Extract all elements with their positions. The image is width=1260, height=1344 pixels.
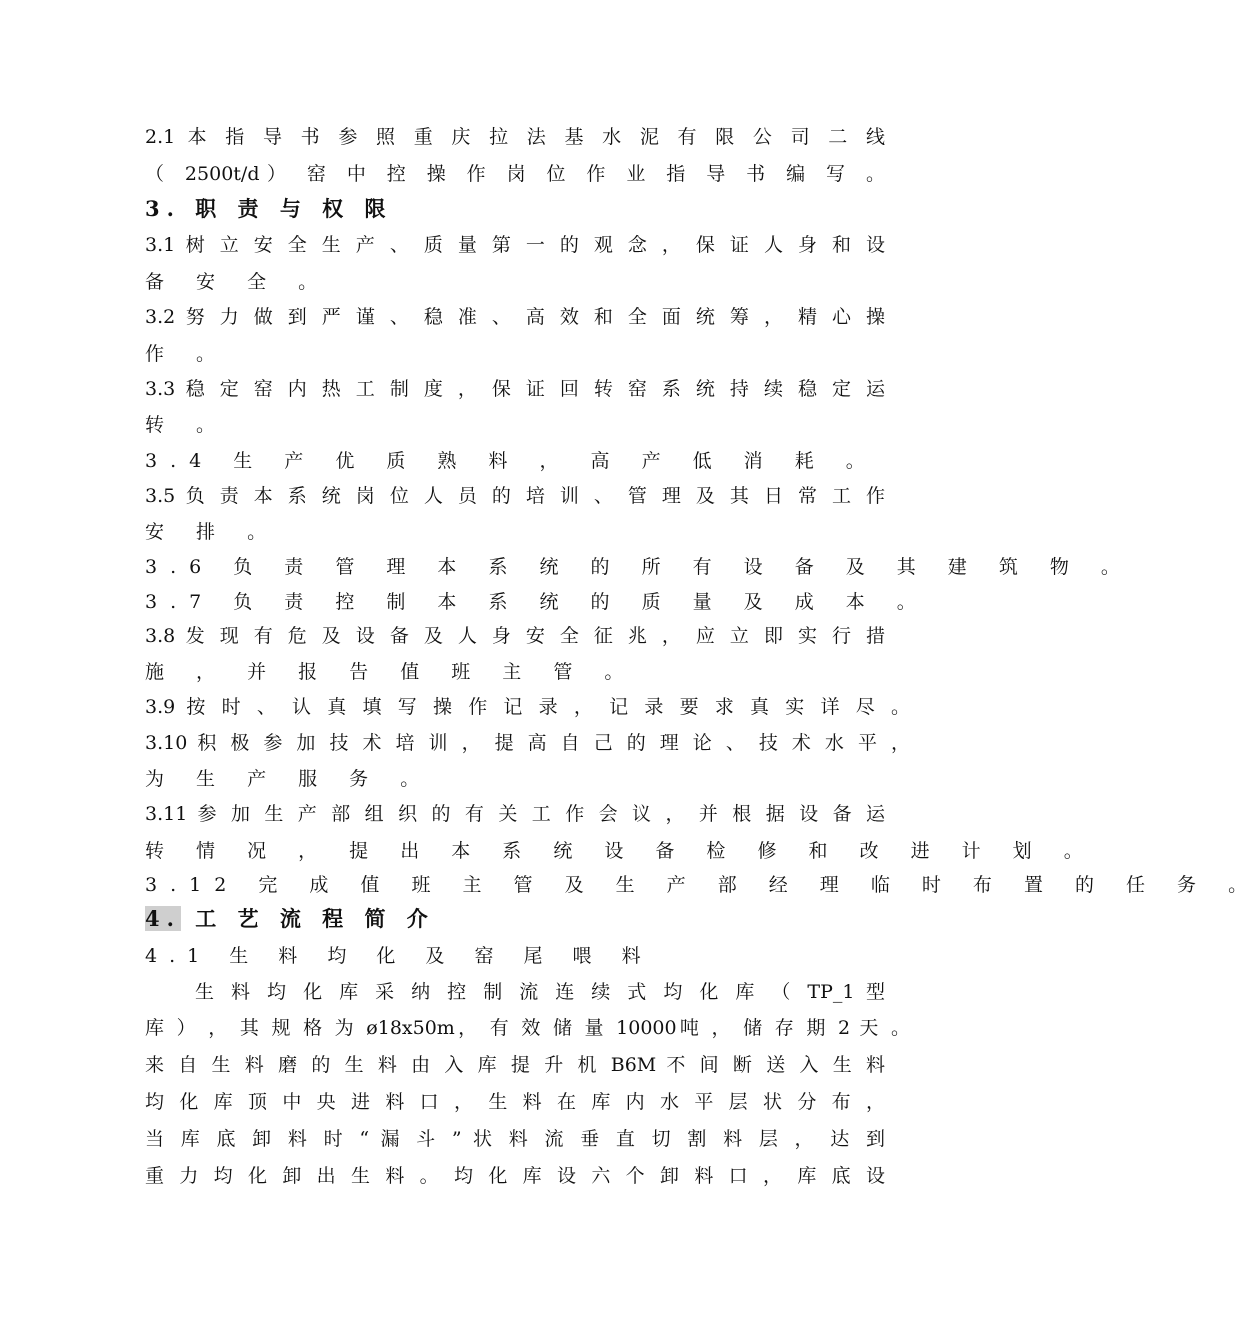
text-line: 为 生 产 服 务 。: [145, 768, 433, 790]
text-line: 备 安 全 。: [145, 271, 331, 293]
paragraph-2-1-line-2: （ 2500t/d） 窑 中 控 操 作 岗 位 作 业 指 导 书 编 写 。: [145, 163, 885, 185]
text-line: 3.12 完 成 值 班 主 管 及 生 产 部 经 理 临 时 布 置 的 任 务 。: [145, 874, 1260, 896]
text-line: 3.10 积 极 参 加 技 术 培 训 ， 提 高 自 己 的 理 论 、 技 术 水 平 ，: [145, 732, 910, 754]
text-line: 3.11 参 加 生 产 部 组 织 的 有 关 工 作 会 议 ， 并 根 据 设 备 运: [145, 803, 885, 825]
text-line: 均 化 库 顶 中 央 进 料 口 ， 生 料 在 库 内 水 平 层 状 分 布 ，: [145, 1091, 885, 1113]
text-line: 3.5 负 责 本 系 统 岗 位 人 员 的 培 训 、 管 理 及 其 日 常 工 作: [145, 485, 885, 507]
section-4-title: 工 艺 流 程 简 介: [195, 906, 435, 931]
text-line: 3.9 按 时 、 认 真 填 写 操 作 记 录 ， 记 录 要 求 真 实 详 尽 。: [145, 696, 910, 718]
text-line: 3.8 发 现 有 危 及 设 备 及 人 身 安 全 征 兆 ， 应 立 即 实 行 措: [145, 625, 885, 647]
section-3-title: 职 责 与 权 限: [195, 196, 393, 221]
text-line: 重 力 均 化 卸 出 生 料 。 均 化 库 设 六 个 卸 料 口 ， 库 底 设: [145, 1165, 885, 1187]
section-3-number: 3.: [145, 196, 181, 221]
text-line: 3.1 树 立 安 全 生 产 、 质 量 第 一 的 观 念 ， 保 证 人 身 和 设: [145, 234, 885, 256]
paragraph-2-1-line-1: 2.1 本 指 导 书 参 照 重 庆 拉 法 基 水 泥 有 限 公 司 二 线: [145, 126, 885, 148]
section-3-heading: [145, 197, 885, 221]
text-line: 来 自 生 料 磨 的 生 料 由 入 库 提 升 机 B6M 不 间 断 送 入 生 料: [145, 1054, 885, 1076]
subsection-4-1-heading: 4.1 生 料 均 化 及 窑 尾 喂 料: [145, 945, 653, 967]
text-line: 生 料 均 化 库 采 纳 控 制 流 连 续 式 均 化 库 （ TP_1 型: [195, 981, 885, 1003]
text-line: 3.4 生 产 优 质 熟 料 ， 高 产 低 消 耗 。: [145, 450, 878, 472]
text-line: 当 库 底 卸 料 时 “ 漏 斗 ” 状 料 流 垂 直 切 割 料 层 ， 达 到: [145, 1128, 885, 1150]
text-line: 3.7 负 责 控 制 本 系 统 的 质 量 及 成 本 。: [145, 591, 929, 613]
text-line: 施 ， 并 报 告 值 班 主 管 。: [145, 661, 637, 683]
text-line: 安 排 。: [145, 521, 280, 543]
text-line: 3.3 稳 定 窑 内 热 工 制 度 ， 保 证 回 转 窑 系 统 持 续 稳 定 运: [145, 378, 885, 400]
section-4-number: 4.: [145, 906, 181, 931]
text-line: 转 情 况 ， 提 出 本 系 统 设 备 检 修 和 改 进 计 划 。: [145, 840, 1096, 862]
text-line: 3.2 努 力 做 到 严 谨 、 稳 准 、 高 效 和 全 面 统 筹 ， 精 心 操: [145, 306, 885, 328]
text-line: 库 ） ， 其 规 格 为 ø18x50m， 有 效 储 量 10000吨 ， 储 存 期 2 天 。: [145, 1017, 910, 1039]
text-line: 作 。: [145, 343, 229, 365]
section-4-heading: [145, 907, 885, 931]
text-line: 转 。: [145, 414, 229, 436]
text-line: 3.6 负 责 管 理 本 系 统 的 所 有 设 备 及 其 建 筑 物 。: [145, 556, 1133, 578]
